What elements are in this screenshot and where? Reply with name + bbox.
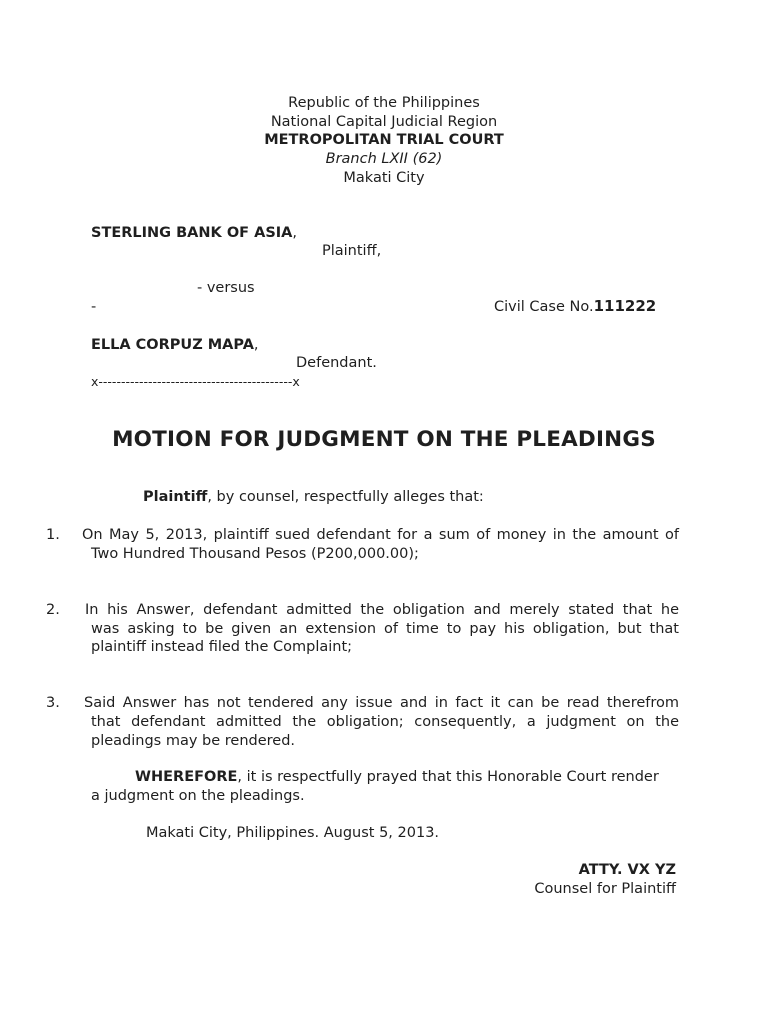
defendant-comma: , (253, 337, 259, 353)
document-title: MOTION FOR JUDGMENT ON THE PLEADINGS (112, 427, 656, 452)
paragraph-2-line-2: was asking to be given an extension of time to pay his obligation, but that (91, 621, 679, 637)
prayer-line-2: a judgment on the pleadings. (91, 788, 305, 804)
versus-label: - versus (197, 280, 255, 296)
paragraph-3-line-3: pleadings may be rendered. (91, 733, 296, 749)
header-republic: Republic of the Philippines (288, 95, 480, 111)
prayer-rest: , it is respectfully prayed that this Honorable Court render (237, 769, 659, 785)
case-number-value: 111222 (593, 297, 657, 315)
intro-line (143, 488, 484, 506)
header-court: METROPOLITAN TRIAL COURT (264, 132, 504, 148)
plaintiff-name: STERLING BANK OF ASIA (91, 225, 293, 241)
paragraph-2-line-3: plaintiff instead filed the Complaint; (91, 639, 353, 655)
case-number (494, 297, 656, 316)
paragraph-3-line-1: Said Answer has not tendered any issue and in fact it can be read therefrom (84, 695, 679, 711)
prayer-wherefore: WHEREFORE (135, 769, 238, 785)
paragraph-1-line-2: Two Hundred Thousand Pesos (P200,000.00); (91, 546, 419, 562)
signature-role: Counsel for Plaintiff (534, 881, 676, 897)
prayer-line-1 (135, 768, 659, 786)
plaintiff-role: Plaintiff, (322, 243, 382, 259)
place-date: Makati City, Philippines. August 5, 2013. (146, 825, 440, 841)
case-number-label: Civil Case No. (494, 299, 594, 315)
plaintiff-comma: , (292, 225, 297, 241)
plaintiff-name-line (91, 224, 297, 242)
versus-dash: - (91, 299, 97, 315)
paragraph-3-line-2: that defendant admitted the obligation; consequently, a judgment on the (91, 714, 679, 730)
defendant-role: Defendant. (296, 355, 377, 371)
paragraph-2-line-1: In his Answer, defendant admitted the obligation and merely stated that he (85, 602, 679, 618)
paragraph-1-number: 1. (46, 527, 60, 543)
header-city: Makati City (343, 170, 425, 186)
header-region: National Capital Judicial Region (270, 114, 498, 130)
defendant-name-line (91, 336, 259, 354)
signature-name: ATTY. VX YZ (578, 862, 676, 878)
defendant-name: ELLA CORPUZ MAPA (91, 337, 254, 353)
paragraph-3-number: 3. (46, 695, 60, 711)
caption-divider: x-------------------------------------------x (91, 374, 300, 389)
paragraph-2-number: 2. (46, 602, 60, 618)
intro-plaintiff: Plaintiff (143, 489, 208, 505)
paragraph-1-line-1: On May 5, 2013, plaintiff sued defendant for a sum of money in the amount of (82, 527, 679, 543)
intro-rest: , by counsel, respectfully alleges that: (207, 489, 484, 505)
header-branch: Branch LXII (62) (325, 151, 443, 167)
